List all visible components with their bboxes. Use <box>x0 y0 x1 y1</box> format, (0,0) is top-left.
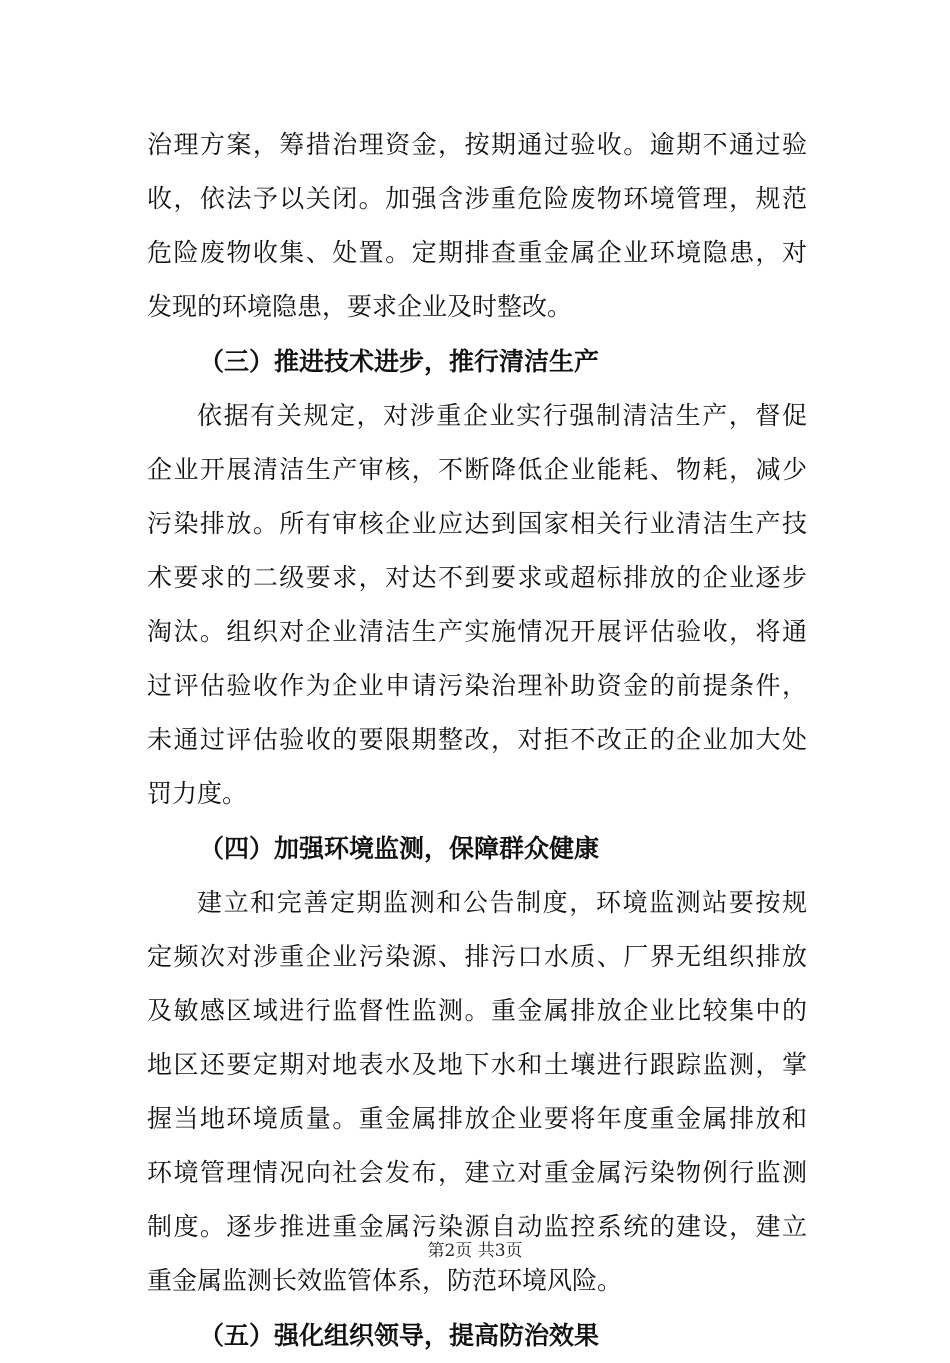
text-line: 建立和完善定期监测和公告制度，环境监测站要按规 <box>197 888 807 917</box>
text-line: 污染排放。所有审核企业应达到国家相关行业清洁生产技 <box>147 509 807 538</box>
text-line: 环境管理情况向社会发布，建立对重金属污染物例行监测 <box>147 1158 807 1187</box>
document-body <box>147 118 807 1363</box>
paragraph-1 <box>147 118 807 334</box>
text-line: 地区还要定期对地表水及地下水和土壤进行跟踪监测，掌 <box>147 1050 807 1079</box>
text-line: 危险废物收集、处置。定期排查重金属企业环境隐患，对 <box>147 238 807 267</box>
text-line: 过评估验收作为企业申请污染治理补助资金的前提条件， <box>147 671 807 700</box>
text-line: 握当地环境质量。重金属排放企业要将年度重金属排放和 <box>147 1104 807 1133</box>
text-line: 术要求的二级要求，对达不到要求或超标排放的企业逐步 <box>147 563 807 592</box>
text-line: 重金属监测长效监管体系，防范环境风险。 <box>147 1266 623 1295</box>
text-line: 治理方案，筹措治理资金，按期通过验收。逾期不通过验 <box>147 130 807 159</box>
text-line: 制度。逐步推进重金属污染源自动监控系统的建设，建立 <box>147 1212 807 1241</box>
text-line: 企业开展清洁生产审核，不断降低企业能耗、物耗，减少 <box>147 455 807 484</box>
section-heading-5: （五）强化组织领导，提高防治效果 <box>199 1321 600 1350</box>
text-line: 淘汰。组织对企业清洁生产实施情况开展评估验收，将通 <box>147 617 807 646</box>
text-line: 罚力度。 <box>147 779 248 808</box>
text-line: 未通过评估验收的要限期整改，对拒不改正的企业加大处 <box>147 725 807 754</box>
section-heading-3: （三）推进技术进步，推行清洁生产 <box>199 347 600 376</box>
text-line: 依据有关规定，对涉重企业实行强制清洁生产，督促 <box>197 401 807 430</box>
text-line: 及敏感区域进行监督性监测。重金属排放企业比较集中的 <box>147 996 807 1025</box>
section-heading-4: （四）加强环境监测，保障群众健康 <box>199 834 600 863</box>
text-line: 收，依法予以关闭。加强含涉重危险废物环境管理，规范 <box>147 184 807 213</box>
text-line: 定频次对涉重企业污染源、排污口水质、厂界无组织排放 <box>147 942 807 971</box>
text-line: 发现的环境隐患，要求企业及时整改。 <box>147 292 573 321</box>
page-number-footer: 第2页 共3页 <box>427 1241 523 1261</box>
paragraph-2 <box>147 389 807 821</box>
